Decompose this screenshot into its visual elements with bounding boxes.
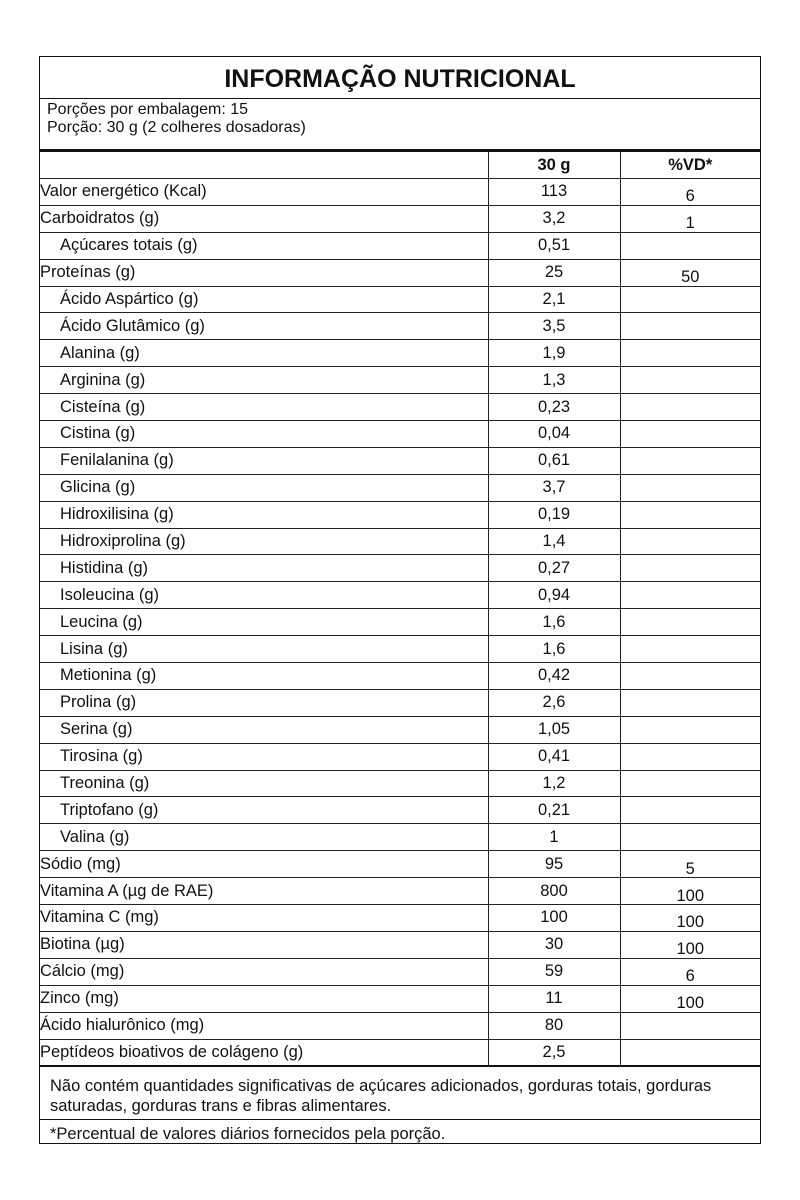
- nutrient-name: Metionina (g): [40, 663, 488, 690]
- nutrient-name: Vitamina C (mg): [40, 905, 488, 932]
- nutrient-name: Cisteína (g): [40, 394, 488, 421]
- table-row: [40, 905, 760, 932]
- nutrient-daily-value: 100: [676, 940, 705, 959]
- serving-size: Porção: 30 g (2 colheres dosadoras): [47, 119, 306, 136]
- nutrient-daily-value-cell: [620, 286, 760, 313]
- nutrient-amount: 95: [488, 851, 620, 878]
- table-row: [40, 421, 760, 448]
- table-row: [40, 447, 760, 474]
- nutrient-amount: 0,41: [488, 743, 620, 770]
- nutrient-daily-value: 50: [681, 268, 700, 287]
- table-row: [40, 851, 760, 878]
- nutrient-name: Triptofano (g): [40, 797, 488, 824]
- nutrient-daily-value-cell: [620, 528, 760, 555]
- nutrient-daily-value-cell: [620, 905, 760, 932]
- nutrient-amount: 1,3: [488, 367, 620, 394]
- nutrient-name: Prolina (g): [40, 689, 488, 716]
- table-row: [40, 205, 760, 232]
- table-row: [40, 824, 760, 851]
- nutrient-amount: 25: [488, 259, 620, 286]
- nutrient-daily-value-cell: [620, 931, 760, 958]
- nutrient-amount: 1,2: [488, 770, 620, 797]
- nutrient-daily-value-cell: [620, 716, 760, 743]
- nutrient-daily-value-cell: [620, 797, 760, 824]
- nutrient-amount: 3,7: [488, 474, 620, 501]
- table-row: [40, 286, 760, 313]
- nutrient-daily-value-cell: [620, 851, 760, 878]
- nutrient-daily-value-cell: [620, 555, 760, 582]
- nutrient-daily-value-cell: [620, 447, 760, 474]
- nutrition-table: [40, 149, 760, 1067]
- nutrient-daily-value-cell: [620, 367, 760, 394]
- nutrient-name: Valina (g): [40, 824, 488, 851]
- servings-per-package: Porções por embalagem: 15: [47, 101, 248, 118]
- nutrient-name: Leucina (g): [40, 609, 488, 636]
- daily-value-note: *Percentual de valores diários fornecidos pela porção.: [50, 1125, 446, 1143]
- nutrient-daily-value: 6: [685, 967, 695, 986]
- nutrition-rows: [40, 179, 760, 1067]
- table-row: [40, 1039, 760, 1066]
- table-row: [40, 609, 760, 636]
- nutrient-name: Proteínas (g): [40, 259, 488, 286]
- nutrient-amount: 1,6: [488, 636, 620, 663]
- table-row: [40, 394, 760, 421]
- nutrient-daily-value-cell: [620, 313, 760, 340]
- nutrient-name: Açúcares totais (g): [40, 232, 488, 259]
- nutrient-name: Histidina (g): [40, 555, 488, 582]
- label-title: INFORMAÇÃO NUTRICIONAL: [40, 57, 760, 99]
- nutrient-daily-value-cell: [620, 259, 760, 286]
- nutrient-name: Treonina (g): [40, 770, 488, 797]
- nutrient-amount: 3,2: [488, 205, 620, 232]
- nutrient-amount: 1,05: [488, 716, 620, 743]
- table-row: [40, 743, 760, 770]
- nutrition-facts-label: [39, 56, 761, 1144]
- nutrient-daily-value-cell: [620, 770, 760, 797]
- nutrient-name: Cistina (g): [40, 421, 488, 448]
- nutrient-name: Arginina (g): [40, 367, 488, 394]
- table-row: [40, 340, 760, 367]
- table-row: [40, 1012, 760, 1039]
- table-row: [40, 958, 760, 985]
- nutrient-name: Valor energético (Kcal): [40, 179, 488, 206]
- nutrient-amount: 0,61: [488, 447, 620, 474]
- nutrient-amount: 1: [488, 824, 620, 851]
- nutrient-daily-value-cell: [620, 1012, 760, 1039]
- nutrient-name: Hidroxilisina (g): [40, 501, 488, 528]
- table-row: [40, 931, 760, 958]
- table-row: [40, 232, 760, 259]
- table-row: [40, 367, 760, 394]
- nutrient-amount: 80: [488, 1012, 620, 1039]
- nutrient-daily-value-cell: [620, 205, 760, 232]
- serving-info: [47, 101, 306, 137]
- table-row: [40, 501, 760, 528]
- nutrient-daily-value-cell: [620, 474, 760, 501]
- nutrient-daily-value-cell: [620, 985, 760, 1012]
- nutrient-name: Ácido Glutâmico (g): [40, 313, 488, 340]
- nutrient-name: Biotina (µg): [40, 931, 488, 958]
- nutrient-daily-value-cell: [620, 878, 760, 905]
- nutrient-amount: 0,51: [488, 232, 620, 259]
- nutrient-daily-value-cell: [620, 824, 760, 851]
- nutrient-daily-value-cell: [620, 340, 760, 367]
- nutrient-daily-value-cell: [620, 394, 760, 421]
- nutrient-daily-value: 5: [685, 859, 695, 878]
- nutrient-amount: 1,4: [488, 528, 620, 555]
- nutrient-name: Lisina (g): [40, 636, 488, 663]
- nutrient-daily-value: 100: [676, 994, 705, 1013]
- table-row: [40, 878, 760, 905]
- nutrient-amount: 0,21: [488, 797, 620, 824]
- nutrient-amount: 30: [488, 931, 620, 958]
- nutrient-daily-value: 1: [685, 214, 695, 233]
- header-nutrient: [40, 151, 488, 179]
- header-amount: 30 g: [488, 151, 620, 179]
- nutrient-daily-value-cell: [620, 958, 760, 985]
- nutrient-amount: 0,23: [488, 394, 620, 421]
- nutrient-daily-value-cell: [620, 743, 760, 770]
- nutrient-name: Peptídeos bioativos de colágeno (g): [40, 1039, 488, 1066]
- nutrient-name: Vitamina A (µg de RAE): [40, 878, 488, 905]
- nutrient-daily-value: 100: [676, 913, 705, 932]
- nutrient-daily-value-cell: [620, 179, 760, 206]
- nutrient-daily-value-cell: [620, 501, 760, 528]
- nutrient-daily-value-cell: [620, 663, 760, 690]
- table-row: [40, 474, 760, 501]
- nutrient-amount: 0,42: [488, 663, 620, 690]
- table-row: [40, 797, 760, 824]
- table-row: [40, 716, 760, 743]
- table-row: [40, 313, 760, 340]
- table-row: [40, 636, 760, 663]
- nutrient-amount: 1,6: [488, 609, 620, 636]
- nutrient-amount: 800: [488, 878, 620, 905]
- table-row: [40, 259, 760, 286]
- nutrient-name: Alanina (g): [40, 340, 488, 367]
- nutrient-daily-value-cell: [620, 421, 760, 448]
- table-row: [40, 555, 760, 582]
- nutrient-daily-value-cell: [620, 689, 760, 716]
- nutrient-name: Hidroxiprolina (g): [40, 528, 488, 555]
- nutrient-amount: 2,1: [488, 286, 620, 313]
- nutrient-amount: 0,27: [488, 555, 620, 582]
- nutrient-amount: 0,19: [488, 501, 620, 528]
- nutrient-daily-value: 6: [685, 187, 695, 206]
- footnotes: [40, 1073, 760, 1144]
- nutrient-amount: 113: [488, 179, 620, 206]
- nutrient-daily-value-cell: [620, 232, 760, 259]
- table-row: [40, 770, 760, 797]
- table-row: [40, 582, 760, 609]
- table-row: [40, 528, 760, 555]
- nutrient-name: Sódio (mg): [40, 851, 488, 878]
- nutrient-amount: 11: [488, 985, 620, 1012]
- table-header-row: [40, 151, 760, 179]
- nutrient-name: Tirosina (g): [40, 743, 488, 770]
- nutrient-daily-value-cell: [620, 636, 760, 663]
- header-daily-value: %VD*: [620, 151, 760, 179]
- nutrient-name: Carboidratos (g): [40, 205, 488, 232]
- nutrient-amount: 3,5: [488, 313, 620, 340]
- nutrient-daily-value-cell: [620, 582, 760, 609]
- nutrient-name: Zinco (mg): [40, 985, 488, 1012]
- insignificant-amounts-note: Não contém quantidades significativas de açúcares adicionados, gorduras totais, gorduras saturadas, gorduras trans e fibras alimentares.: [40, 1073, 760, 1120]
- nutrient-name: Isoleucina (g): [40, 582, 488, 609]
- table-row: [40, 663, 760, 690]
- nutrient-name: Ácido Aspártico (g): [40, 286, 488, 313]
- nutrient-name: Fenilalanina (g): [40, 447, 488, 474]
- nutrient-name: Ácido hialurônico (mg): [40, 1012, 488, 1039]
- nutrient-amount: 59: [488, 958, 620, 985]
- nutrient-daily-value-cell: [620, 609, 760, 636]
- nutrient-amount: 0,94: [488, 582, 620, 609]
- nutrient-amount: 1,9: [488, 340, 620, 367]
- nutrient-daily-value-cell: [620, 1039, 760, 1066]
- nutrient-name: Glicina (g): [40, 474, 488, 501]
- nutrient-amount: 100: [488, 905, 620, 932]
- nutrient-daily-value: 100: [676, 886, 705, 905]
- table-row: [40, 689, 760, 716]
- nutrient-amount: 2,5: [488, 1039, 620, 1066]
- nutrient-name: Cálcio (mg): [40, 958, 488, 985]
- nutrient-name: Serina (g): [40, 716, 488, 743]
- table-row: [40, 179, 760, 206]
- nutrient-amount: 2,6: [488, 689, 620, 716]
- table-row: [40, 985, 760, 1012]
- nutrient-amount: 0,04: [488, 421, 620, 448]
